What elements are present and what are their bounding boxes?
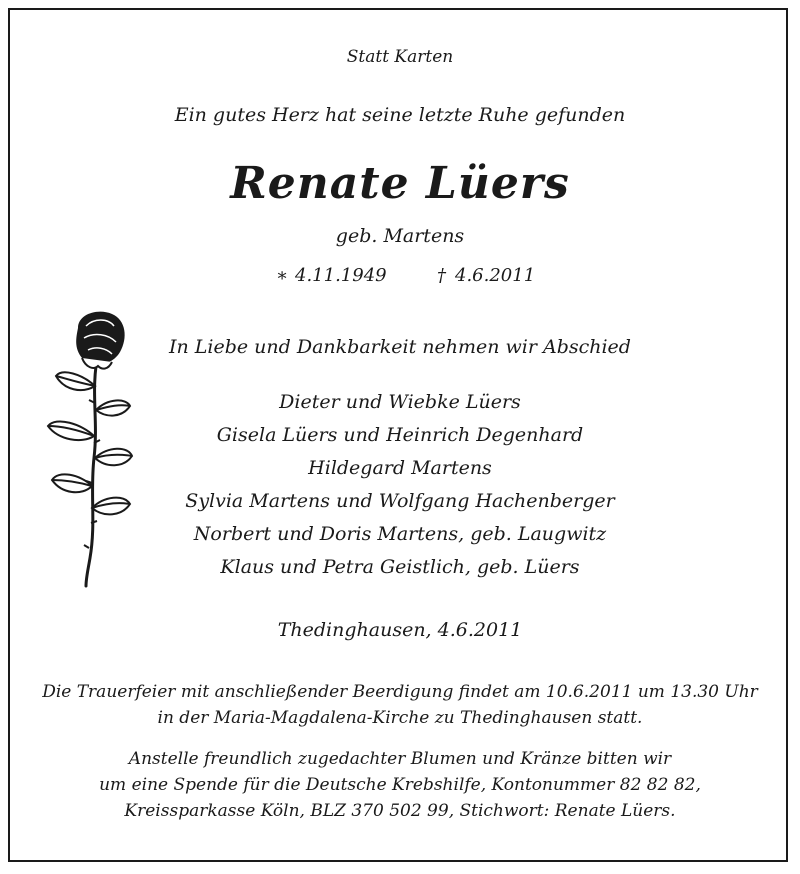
death-icon: † xyxy=(437,265,446,286)
funeral-line-2: in der Maria-Magdalena-Kirche zu Thedinghausen statt. xyxy=(157,708,643,728)
place-date: Thedinghausen, 4.6.2011 xyxy=(277,619,523,641)
donation-line-3: Kreissparkasse Köln, BLZ 370 502 99, Stichwort: Renate Lüers. xyxy=(124,801,676,821)
mourner-4: Sylvia Martens und Wolfgang Hachenberger xyxy=(185,490,615,512)
header-text: Statt Karten xyxy=(346,47,454,67)
mourner-1: Dieter und Wiebke Lüers xyxy=(279,391,521,413)
mourner-6: Klaus und Petra Geistlich, geb. Lüers xyxy=(220,556,580,578)
mourner-3: Hildegard Martens xyxy=(308,457,492,479)
maiden-name: geb. Martens xyxy=(335,225,465,247)
birth-date: 4.11.1949 xyxy=(295,265,387,286)
death-date: 4.6.2011 xyxy=(455,265,536,286)
birth-icon: ∗ xyxy=(276,265,289,286)
funeral-line-1: Die Trauerfeier mit anschließender Beerdigung findet am 10.6.2011 um 13.30 Uhr xyxy=(42,682,758,702)
mourner-5: Norbert und Doris Martens, geb. Laugwitz xyxy=(193,523,607,545)
motto-text: Ein gutes Herz hat seine letzte Ruhe gefunden xyxy=(174,104,626,126)
donation-line-1: Anstelle freundlich zugedachter Blumen und Kränze bitten wir xyxy=(128,749,672,769)
deceased-name: Renate Lüers xyxy=(230,158,570,209)
farewell-text: In Liebe und Dankbarkeit nehmen wir Abschied xyxy=(169,336,631,358)
life-dates xyxy=(0,265,800,295)
donation-line-2: um eine Spende für die Deutsche Krebshilfe, Kontonummer 82 82 82, xyxy=(99,775,701,795)
mourner-2: Gisela Lüers und Heinrich Degenhard xyxy=(216,424,584,446)
